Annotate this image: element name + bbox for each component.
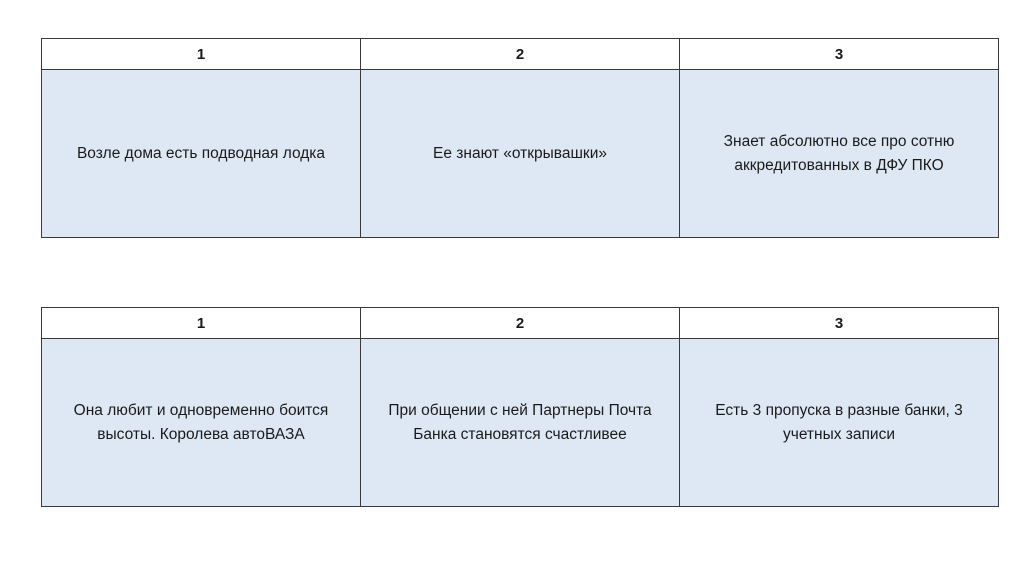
statement-cell-1: Она любит и одновременно боится высоты. Королева автоВАЗА bbox=[42, 339, 361, 507]
table-row bbox=[42, 70, 999, 238]
table-header-row bbox=[42, 39, 999, 70]
table-header-row bbox=[42, 308, 999, 339]
column-header-2: 2 bbox=[361, 39, 680, 70]
statement-cell-2: Ее знают «открывашки» bbox=[361, 70, 680, 238]
column-header-3: 3 bbox=[680, 308, 999, 339]
column-header-1: 1 bbox=[42, 39, 361, 70]
statement-cell-3: Есть 3 пропуска в разные банки, 3 учетных записи bbox=[680, 339, 999, 507]
statement-table-1 bbox=[41, 38, 999, 238]
column-header-2: 2 bbox=[361, 308, 680, 339]
column-header-1: 1 bbox=[42, 308, 361, 339]
table-row bbox=[42, 339, 999, 507]
statement-table-2 bbox=[41, 307, 999, 507]
statement-cell-1: Возле дома есть подводная лодка bbox=[42, 70, 361, 238]
statement-cell-2: При общении с ней Партнеры Почта Банка становятся счастливее bbox=[361, 339, 680, 507]
statement-cell-3: Знает абсолютно все про сотню аккредитованных в ДФУ ПКО bbox=[680, 70, 999, 238]
column-header-3: 3 bbox=[680, 39, 999, 70]
